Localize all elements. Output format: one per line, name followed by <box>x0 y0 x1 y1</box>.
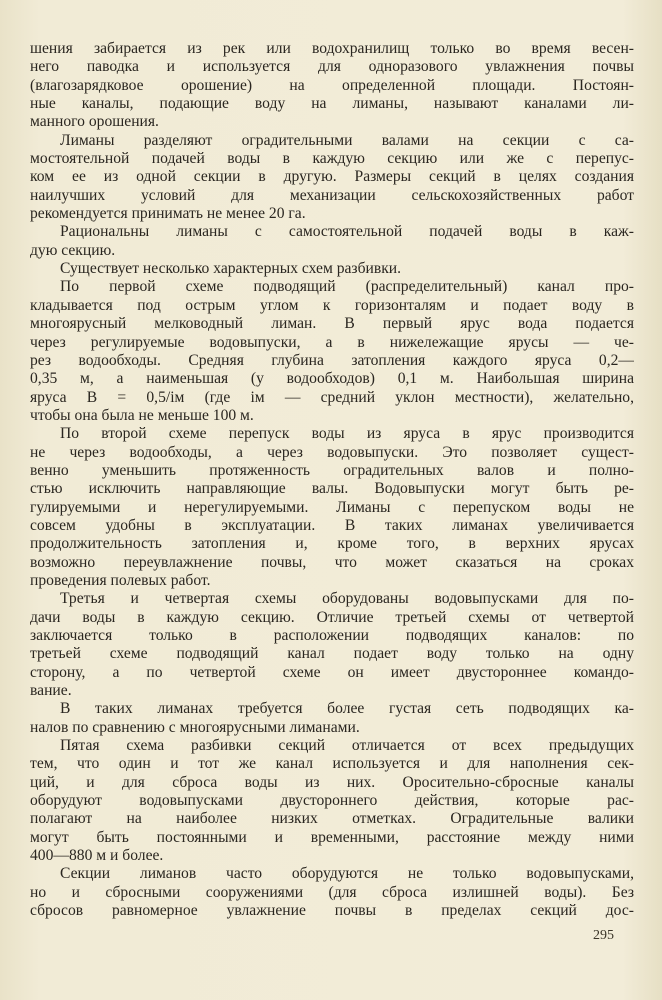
text-line: возможно переувлажнение почвы, что может сказаться на сроках <box>30 553 634 571</box>
text-line: дачи воды в каждую секцию. Отличие третьей схемы от четвертой <box>30 608 634 626</box>
text-line: Пятая схема разбивки секций отличается от всех предыдущих <box>60 737 634 755</box>
text-line: вание. <box>30 682 72 700</box>
text-line: ные каналы, подающие воду на лиманы, называют каналами ли- <box>30 95 634 113</box>
text-line: Рациональны лиманы с самостоятельной подачей воды в каж- <box>60 223 634 241</box>
text-line: продолжительность затопления и, кроме того, в верхних ярусах <box>30 535 634 553</box>
text-line: не через водообходы, а через водовыпуски. Это позволяет сущест- <box>30 443 634 461</box>
text-line: сбросов равномерное увлажнение почвы в пределах секций дос- <box>30 902 634 920</box>
text-line: проведения полевых работ. <box>30 571 211 589</box>
text-line: рез водообходы. Средняя глубина затопления каждого яруса 0,2— <box>30 351 634 369</box>
page-number: 295 <box>593 928 614 943</box>
text-line: Секции лиманов часто оборудуются не только водовыпусками, <box>60 865 634 883</box>
text-line: шения забирается из рек или водохранилищ только во время весен- <box>30 40 634 57</box>
text-line: кладывается под острым углом к горизонталям и подает воду в <box>30 296 634 314</box>
text-line: Лиманы разделяют оградительными валами на секции с са- <box>60 131 634 149</box>
text-line: совсем удобны в эксплуатации. В таких лиманах увеличивается <box>30 516 634 534</box>
text-line: могут быть постоянными и временными, расстояние между ними <box>30 828 634 846</box>
text-line: наилучших условий для механизации сельскохозяйственных работ <box>30 186 634 204</box>
text-line: третьей схеме подводящий канал подает воду только на одну <box>30 645 634 663</box>
text-line: манного орошения. <box>30 113 159 131</box>
text-line: сторону, а по четвертой схеме он имеет двустороннее командо- <box>30 663 634 681</box>
text-line: ком ее из одной секции в другую. Размеры секций в целях создания <box>30 168 634 186</box>
text-line: полагают на наиболее низких отметках. Оградительные валики <box>30 810 634 828</box>
text-line: стью исключить направляющие валы. Водовыпуски могут быть ре- <box>30 480 634 498</box>
text-line: рекомендуется принимать не менее 20 га. <box>30 205 306 223</box>
text-line: через регулируемые водовыпуски, а в нижележащие ярусы — че- <box>30 333 634 351</box>
text-line: (влагозарядковое орошение) на определенной площади. Постоян- <box>30 76 634 94</box>
body-text <box>30 40 634 921</box>
text-line: гулируемыми и нерегулируемыми. Лиманы с перепуском воды не <box>30 498 634 516</box>
text-line: венно уменьшить протяженность оградительных валов и полно- <box>30 461 634 479</box>
text-line: Третья и четвертая схемы оборудованы водовыпусками для по- <box>60 590 634 608</box>
text-line: многоярусный мелководный лиман. В первый ярус вода подается <box>30 315 634 333</box>
text-line: 400—880 м и более. <box>30 847 164 865</box>
text-line: ций, и для сброса воды из них. Оросительно-сбросные каналы <box>30 773 634 791</box>
text-line: но и сбросными сооружениями (для сброса излишней воды). Без <box>30 883 634 901</box>
text-line: чтобы она была не меньше 100 м. <box>30 406 254 424</box>
text-line: оборудуют водовыпусками двустороннего действия, которые рас- <box>30 792 634 810</box>
text-line: налов по сравнению с многоярусными лиманами. <box>30 718 360 736</box>
text-line: В таких лиманах требуется более густая сеть подводящих ка- <box>60 700 634 718</box>
text-line: тем, что один и тот же канал используется и для наполнения сек- <box>30 755 634 773</box>
text-line: заключается только в расположении подводящих каналов: по <box>30 627 634 644</box>
text-line: него паводка и используется для одноразового увлажнения почвы <box>30 58 634 76</box>
text-line: дую секцию. <box>30 241 116 259</box>
text-line: мостоятельной подачей воды в каждую секцию или же с перепус- <box>30 150 634 168</box>
text-line: По второй схеме перепуск воды из яруса в ярус производится <box>60 425 634 443</box>
text-line: яруса B = 0,5/iм (где iм — средний уклон местности), желательно, <box>30 388 634 406</box>
text-line: По первой схеме подводящий (распределительный) канал про- <box>60 278 634 296</box>
text-line: Существует несколько характерных схем разбивки. <box>60 260 402 278</box>
text-line: 0,35 м, а наименьшая (у водообходов) 0,1 м. Наибольшая ширина <box>30 370 634 388</box>
